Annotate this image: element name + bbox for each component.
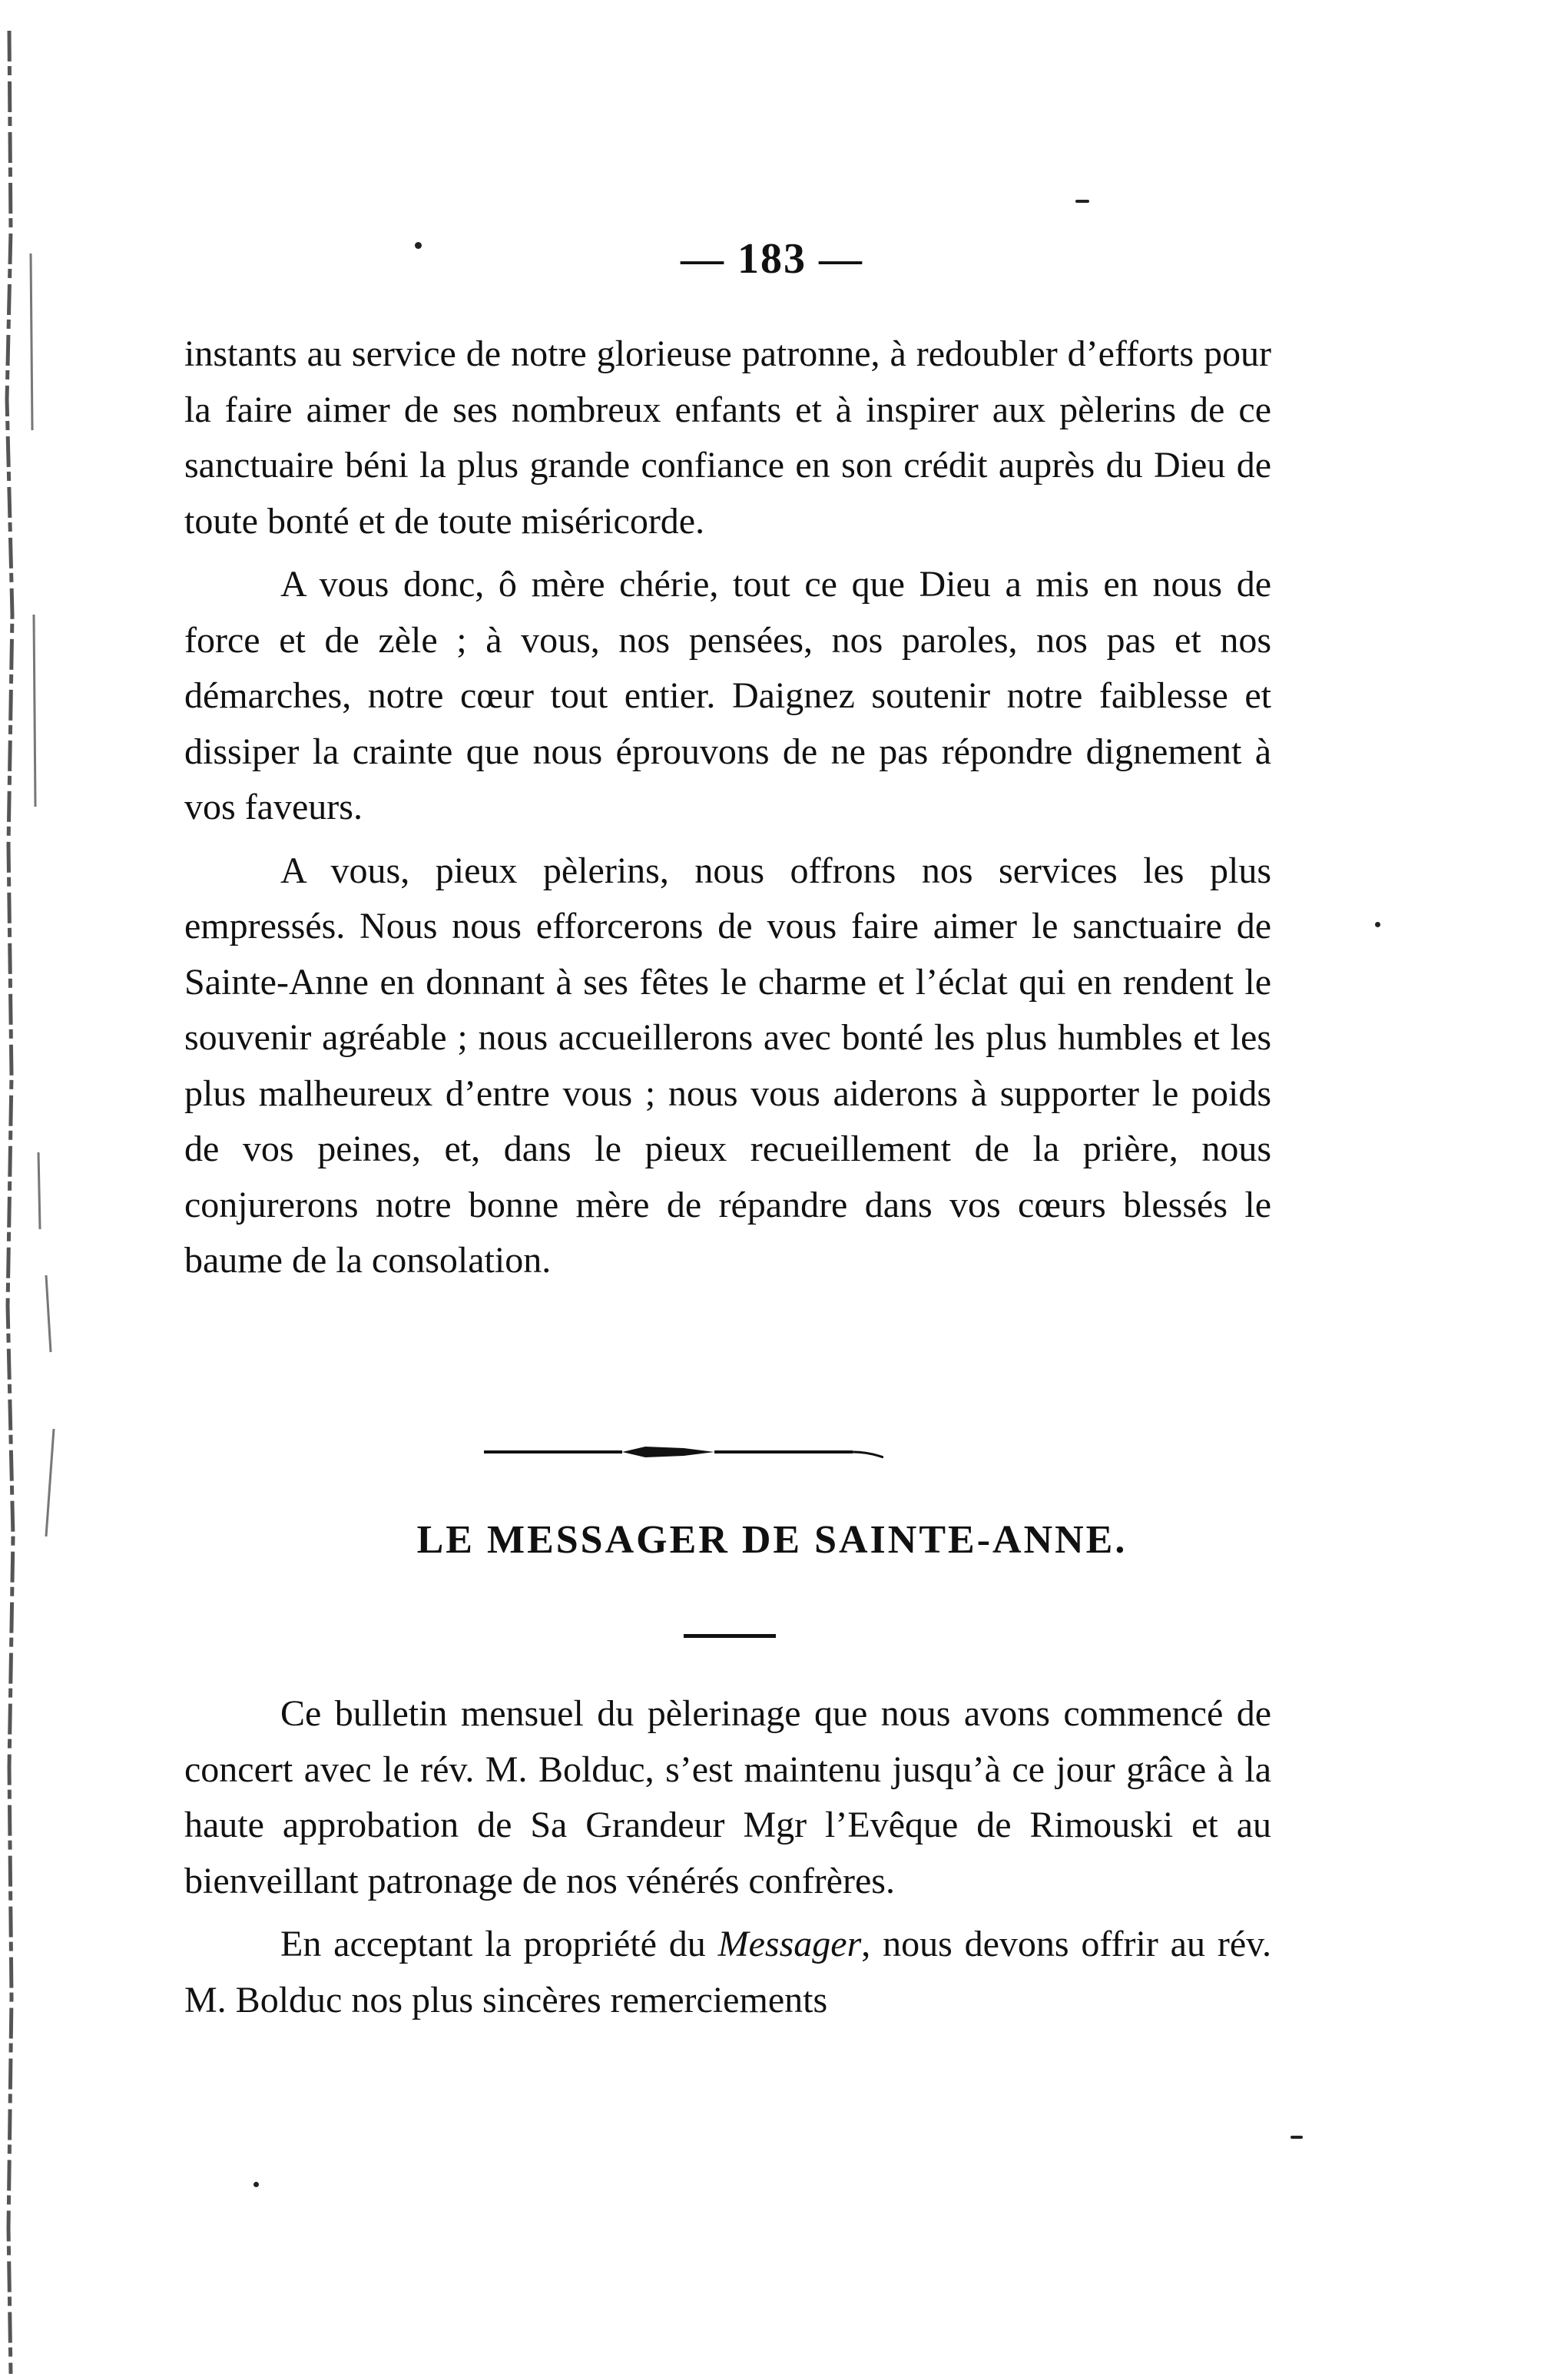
paragraph-continuation: instants au service de notre glorieuse patronne, à redoubler d’efforts pour la faire aimer de ses nombreux enfants et à inspirer aux pèlerins de ce sanctuaire béni la plus grande confiance en son crédit auprès du Dieu de toute bonté et de toute miséricorde. [184,333,1271,542]
paragraph-mother: A vous donc, ô mère chérie, tout ce que Dieu a mis en nous de force et de zèle ; à vous, nos pensées, nos paroles, nos pas et nos démarches, notre cœur tout entier. Daignez soutenir notre faiblesse et dissiper la crainte que nous éprouvons de ne pas répondre dignement à vos faveurs. [184,564,1271,827]
speck [253,2182,259,2187]
italic-messager: Messager [717,1924,862,1964]
heading-rule [684,1634,776,1638]
paragraph-accepting-start: En acceptant la propriété du [280,1924,718,1964]
paragraph-pilgrims: A vous, pieux pèlerins, nous offrons nos services les plus empressés. Nous nous efforcerons de vous faire aimer le sanctuaire de Sainte-Anne en donnant à ses fêtes le charme et l’éclat qui en rendent le souvenir agréable ; nous accueillerons avec bonté les plus humbles et les plus malheureux d’entre vous ; nous vous aiderons à supporter le poids de vos peines, et, dans le pieux recueillement de la prière, nous conjurerons notre bonne mère de répandre dans vos cœurs blessés le baume de la consolation. [184,850,1271,1281]
speck [1375,922,1380,927]
speck [1291,2136,1303,2139]
ornament-divider [484,1440,883,1463]
paragraph-accepting-end: , nous devons offrir au rév. M. Bolduc nos plus sincères remerciements [184,1924,1271,2020]
page-number: — 183 — [681,235,863,283]
section-heading: LE MESSAGER DE SAINTE-ANNE. [416,1518,1128,1562]
speck [1075,200,1089,203]
paragraph-accepting [184,1917,1271,2028]
paragraph-bulletin: Ce bulletin mensuel du pèlerinage que nous avons commencé de concert avec le rév. M. Bolduc, s’est maintenu jusqu’à ce jour grâce à la haute approbation de Sa Grandeur Mgr l’Evêque de Rimouski et au bienveillant patronage de nos vénérés confrères. [184,1693,1271,1901]
page-edge-binding [0,0,69,2380]
text-block-main [184,327,1271,1297]
text-block-messager [184,1686,1271,2036]
speck [415,242,422,249]
